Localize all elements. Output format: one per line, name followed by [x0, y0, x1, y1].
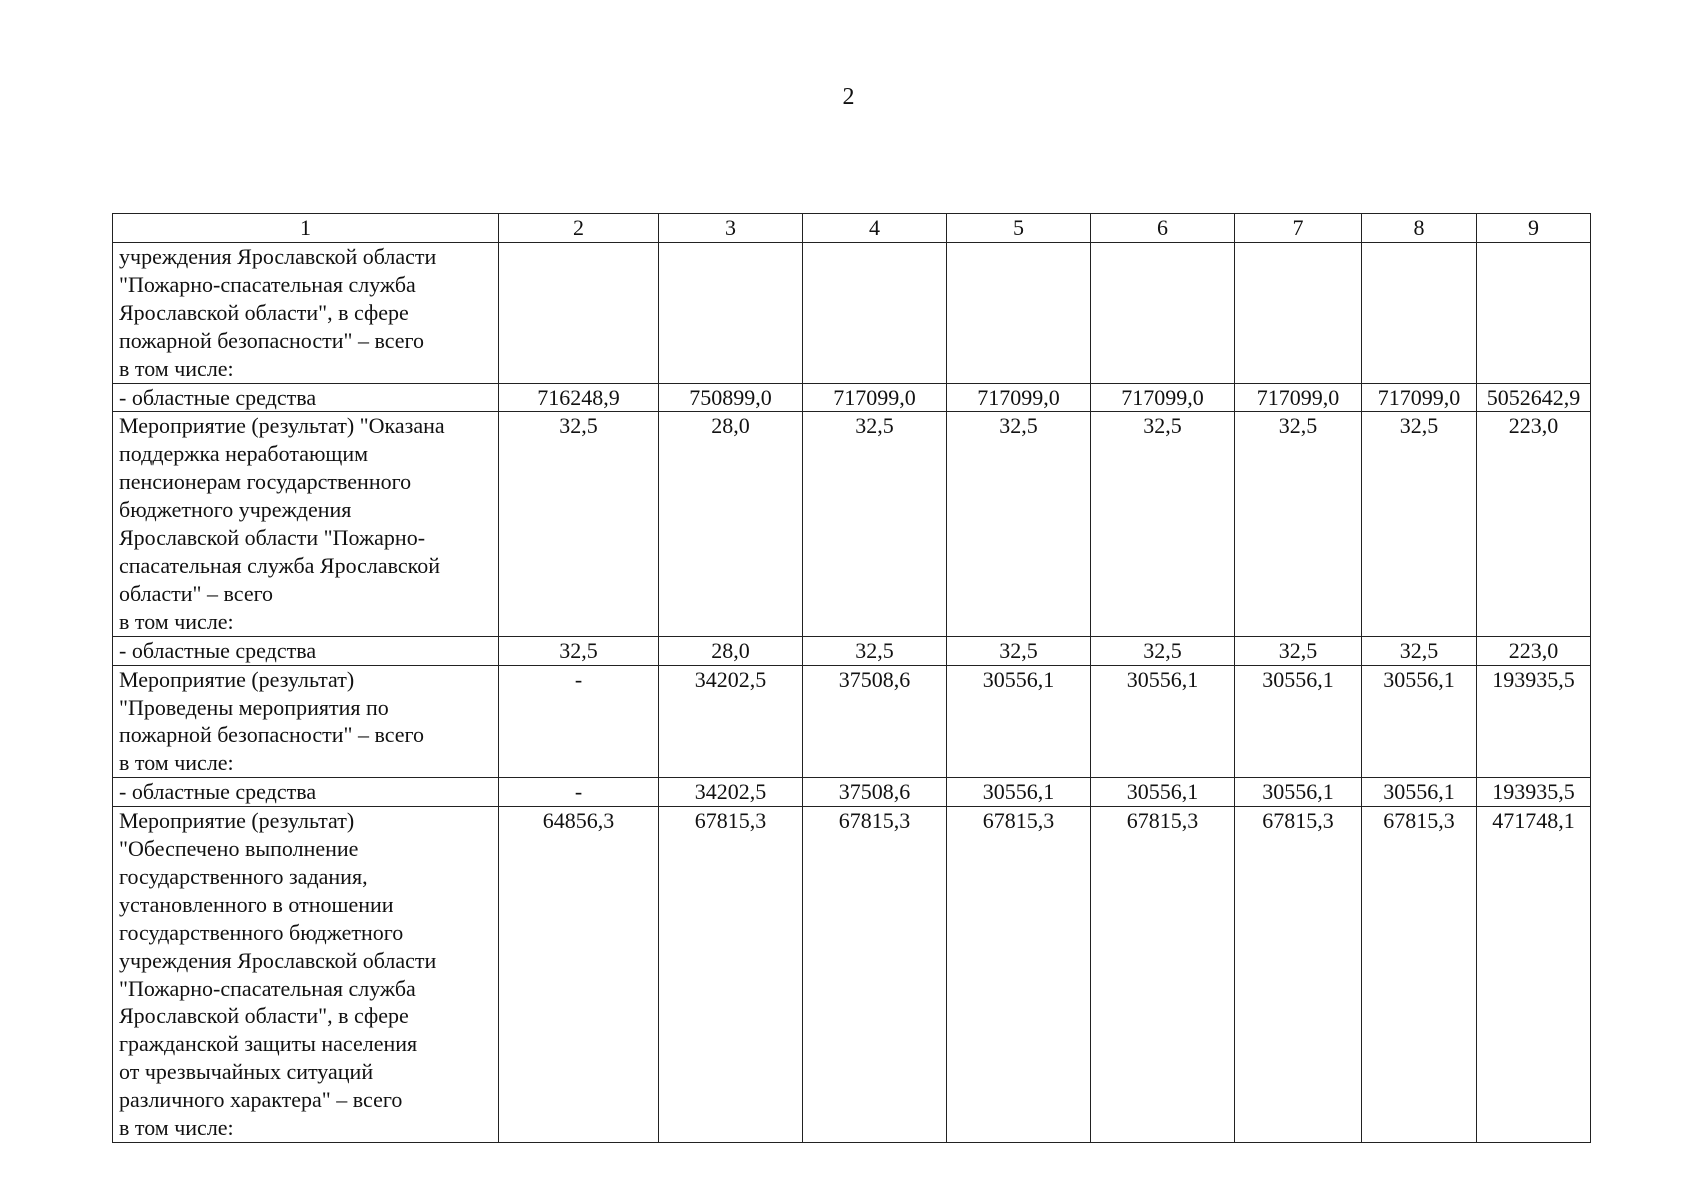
row-value: 67815,3 [1091, 807, 1235, 1143]
row-value: 32,5 [947, 412, 1091, 636]
column-header-8: 8 [1362, 214, 1477, 243]
row-value: 67815,3 [947, 807, 1091, 1143]
row-value: 28,0 [659, 412, 803, 636]
row-value: 32,5 [499, 636, 659, 665]
row-value: 32,5 [947, 636, 1091, 665]
row-value: 30556,1 [1091, 778, 1235, 807]
column-header-1: 1 [113, 214, 499, 243]
table-row [113, 243, 1591, 384]
row-value: 32,5 [499, 412, 659, 636]
column-header-6: 6 [1091, 214, 1235, 243]
row-label: Мероприятие (результат) "Оказана поддержка неработающим пенсионерам государственного бюджетного учреждения Ярославской области "Пожарно- спасательная служба Ярославской области" – всего в том числе: [113, 412, 499, 636]
table-row [113, 383, 1591, 412]
row-label: Мероприятие (результат) "Проведены мероприятия по пожарной безопасности" – всего в том числе: [113, 665, 499, 778]
row-label: - областные средства [113, 778, 499, 807]
row-value: 193935,5 [1477, 778, 1591, 807]
column-header-7: 7 [1235, 214, 1362, 243]
row-value [1477, 243, 1591, 384]
row-value: 30556,1 [947, 778, 1091, 807]
row-label: - областные средства [113, 383, 499, 412]
row-value: 32,5 [803, 636, 947, 665]
row-value: 717099,0 [1362, 383, 1477, 412]
row-value: 32,5 [1362, 412, 1477, 636]
row-value: 64856,3 [499, 807, 659, 1143]
row-value: 223,0 [1477, 636, 1591, 665]
table-row [113, 778, 1591, 807]
row-value: 717099,0 [803, 383, 947, 412]
row-value: - [499, 778, 659, 807]
row-value: 37508,6 [803, 778, 947, 807]
row-value: 34202,5 [659, 665, 803, 778]
table-row [113, 807, 1591, 1143]
row-value: 716248,9 [499, 383, 659, 412]
row-value [1362, 243, 1477, 384]
row-value [499, 243, 659, 384]
row-value [803, 243, 947, 384]
table-row [113, 636, 1591, 665]
row-value [1235, 243, 1362, 384]
row-value: 67815,3 [1362, 807, 1477, 1143]
row-value: 30556,1 [1362, 778, 1477, 807]
page-number: 2 [842, 84, 855, 110]
row-value: 37508,6 [803, 665, 947, 778]
row-value: 223,0 [1477, 412, 1591, 636]
row-value: 32,5 [1091, 412, 1235, 636]
row-value: 717099,0 [1091, 383, 1235, 412]
column-header-9: 9 [1477, 214, 1591, 243]
row-value: 32,5 [803, 412, 947, 636]
row-value [947, 243, 1091, 384]
row-value: 750899,0 [659, 383, 803, 412]
row-value: 67815,3 [659, 807, 803, 1143]
row-value: 67815,3 [1235, 807, 1362, 1143]
row-value: 193935,5 [1477, 665, 1591, 778]
column-header-2: 2 [499, 214, 659, 243]
row-value: 30556,1 [1235, 665, 1362, 778]
row-label: - областные средства [113, 636, 499, 665]
row-value: 32,5 [1235, 412, 1362, 636]
column-header-3: 3 [659, 214, 803, 243]
row-value: 28,0 [659, 636, 803, 665]
row-value: 717099,0 [947, 383, 1091, 412]
row-label: учреждения Ярославской области "Пожарно-спасательная служба Ярославской области", в сфере пожарной безопасности" – всего в том числе: [113, 243, 499, 384]
row-value: 5052642,9 [1477, 383, 1591, 412]
column-number-row [113, 214, 1591, 243]
table-row [113, 665, 1591, 778]
row-value: 30556,1 [1235, 778, 1362, 807]
table-row [113, 412, 1591, 636]
row-value: 30556,1 [947, 665, 1091, 778]
column-header-5: 5 [947, 214, 1091, 243]
row-label: Мероприятие (результат) "Обеспечено выполнение государственного задания, установленного в отношении государственного бюджетного учреждения Ярославской области "Пожарно-спасательная служба Ярославской области", в сфере гражданской защиты населения от чрезвычайных ситуаций различного характера" – всего в том числе: [113, 807, 499, 1143]
row-value: 717099,0 [1235, 383, 1362, 412]
row-value [1091, 243, 1235, 384]
row-value: 32,5 [1235, 636, 1362, 665]
row-value: - [499, 665, 659, 778]
row-value: 32,5 [1091, 636, 1235, 665]
row-value: 30556,1 [1362, 665, 1477, 778]
budget-table [112, 213, 1591, 1143]
row-value: 67815,3 [803, 807, 947, 1143]
row-value [659, 243, 803, 384]
row-value: 471748,1 [1477, 807, 1591, 1143]
column-header-4: 4 [803, 214, 947, 243]
row-value: 34202,5 [659, 778, 803, 807]
row-value: 32,5 [1362, 636, 1477, 665]
row-value: 30556,1 [1091, 665, 1235, 778]
